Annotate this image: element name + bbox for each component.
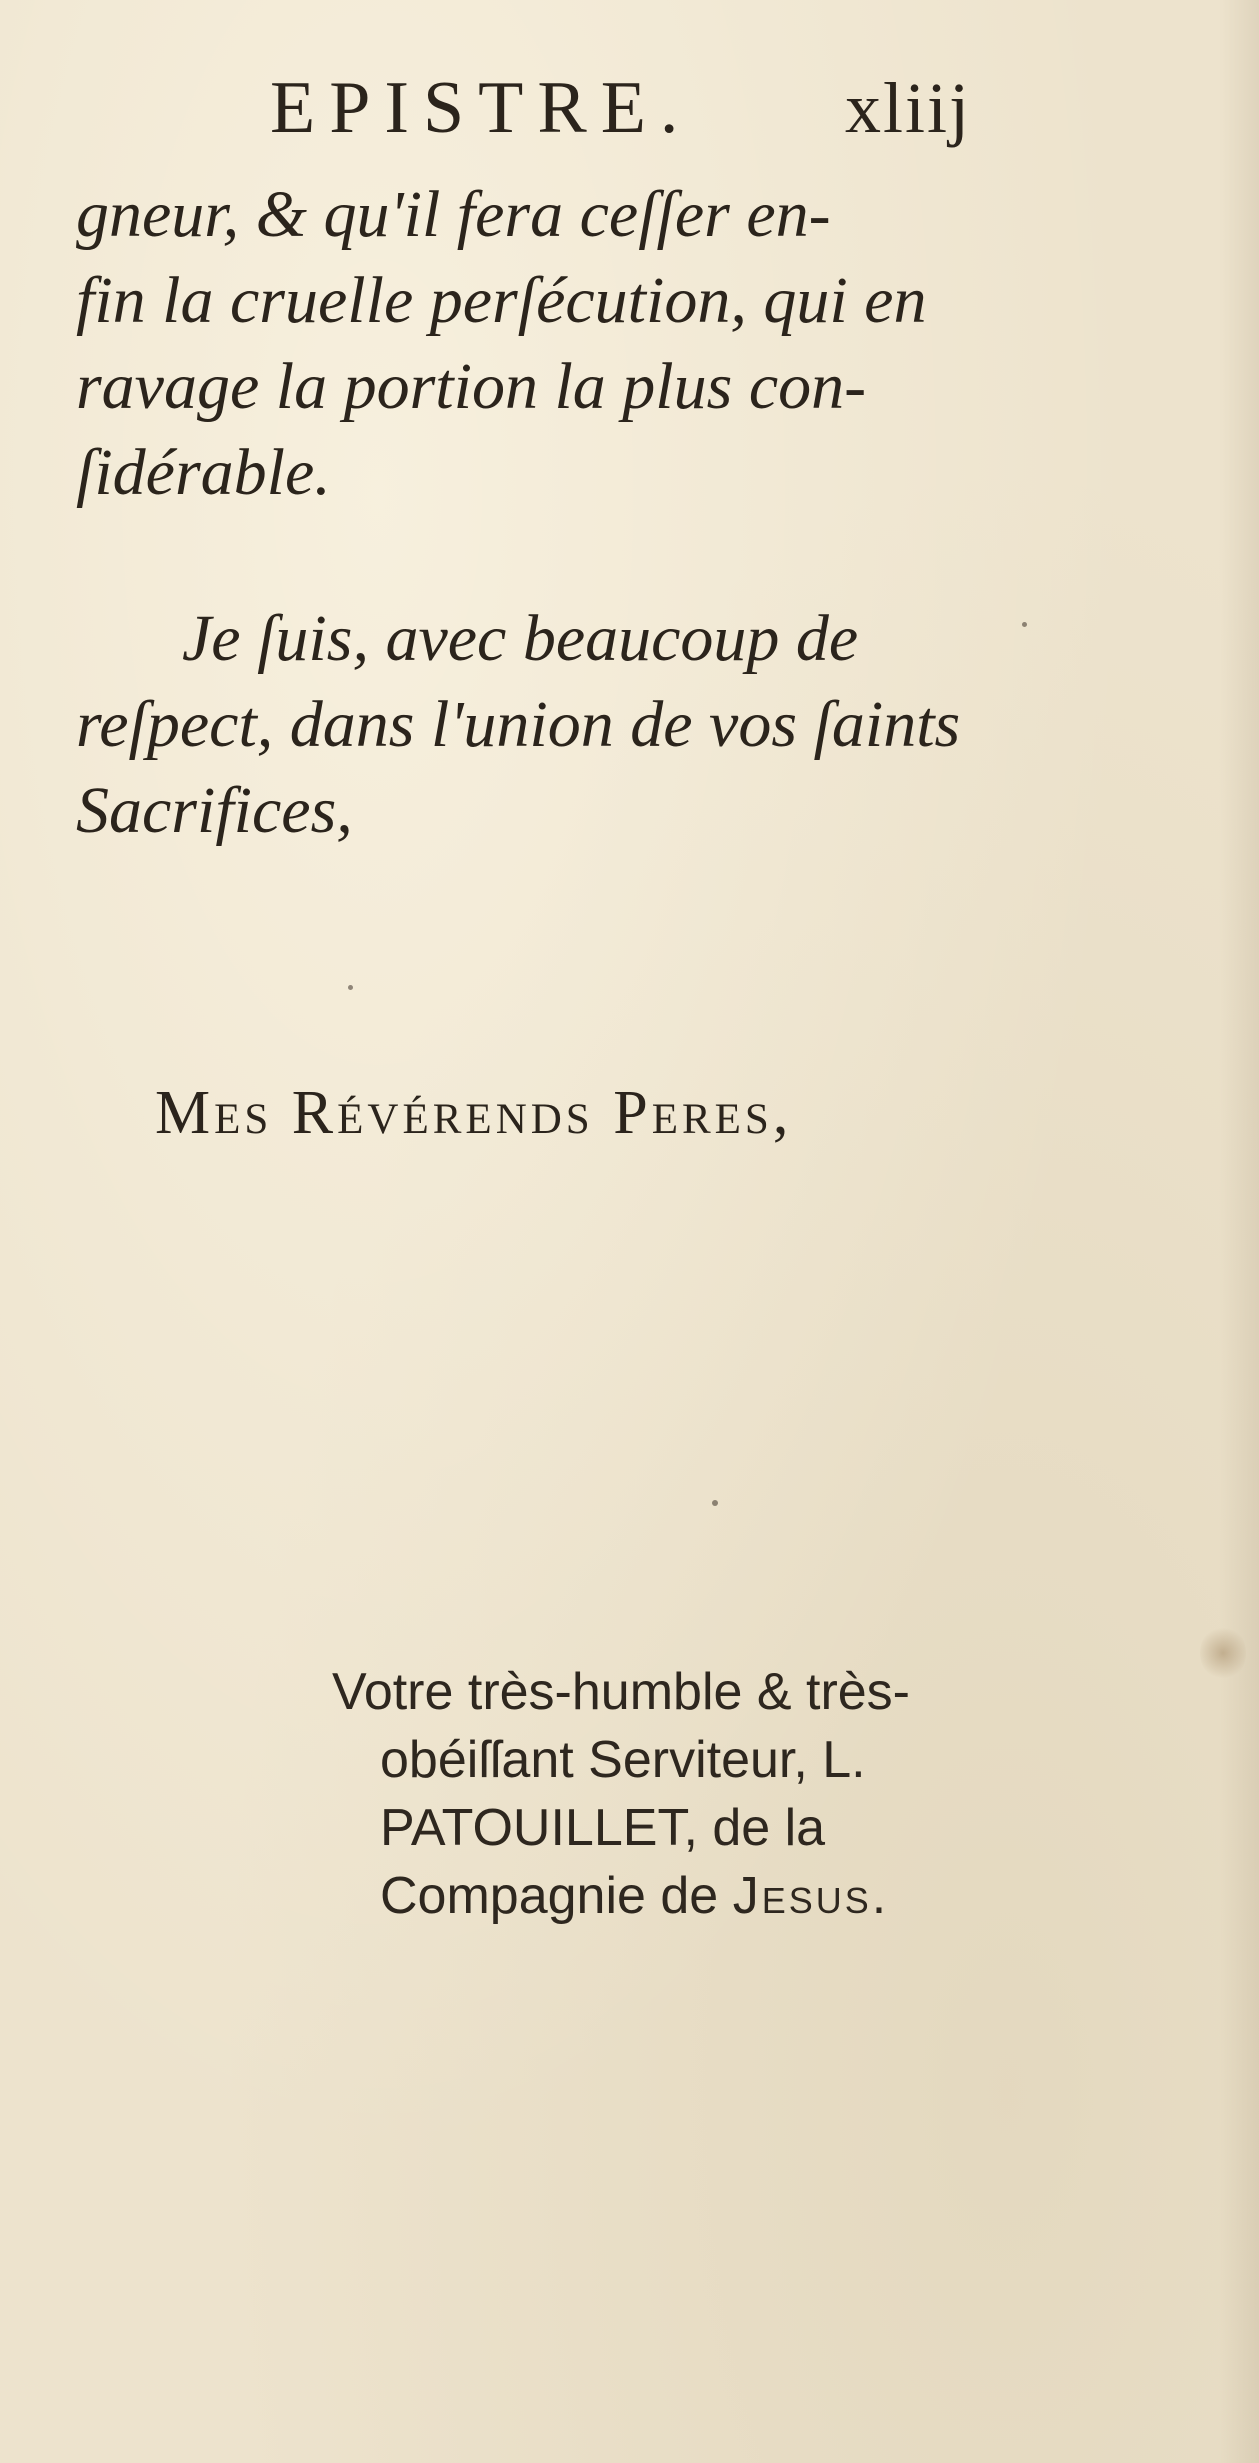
salutation: Mes Révérends Peres,	[155, 1079, 793, 1147]
signature-line: Votre très-humble & très-	[332, 1663, 910, 1721]
ink-speck	[1022, 622, 1027, 627]
page-number: xliij	[845, 68, 972, 148]
paper-stain	[1200, 1625, 1246, 1681]
signature-punctuation: .	[871, 1867, 887, 1925]
signature-text: Compagnie de	[380, 1867, 733, 1925]
running-header	[270, 58, 1030, 158]
text-line: ſidérable.	[76, 436, 331, 509]
text-line: reſpect, dans l'union de vos ſaints	[76, 688, 961, 761]
text-line: fin la cruelle perſécution, qui en	[76, 264, 927, 337]
signature-line	[332, 1862, 1052, 1930]
paragraph-valediction	[76, 596, 1036, 854]
ink-speck	[348, 985, 353, 990]
text-line: gneur, & qu'il fera ceſſer en-	[76, 178, 831, 251]
text-line: Sacrifices,	[76, 774, 353, 847]
signature-line: PATOUILLET, de la	[380, 1799, 826, 1857]
paragraph-closing-wish	[76, 172, 1036, 516]
signature-line: obéiſſant Serviteur, L.	[380, 1731, 866, 1789]
header-title: EPISTRE.	[270, 67, 693, 149]
signature-name: Jesus	[732, 1867, 872, 1925]
text-line: Je ſuis, avec beaucoup de	[182, 602, 859, 675]
signature-block	[332, 1658, 1052, 1930]
page-edge-shadow	[1219, 0, 1259, 2463]
text-line: ravage la portion la plus con-	[76, 350, 867, 423]
ink-speck	[712, 1500, 718, 1506]
